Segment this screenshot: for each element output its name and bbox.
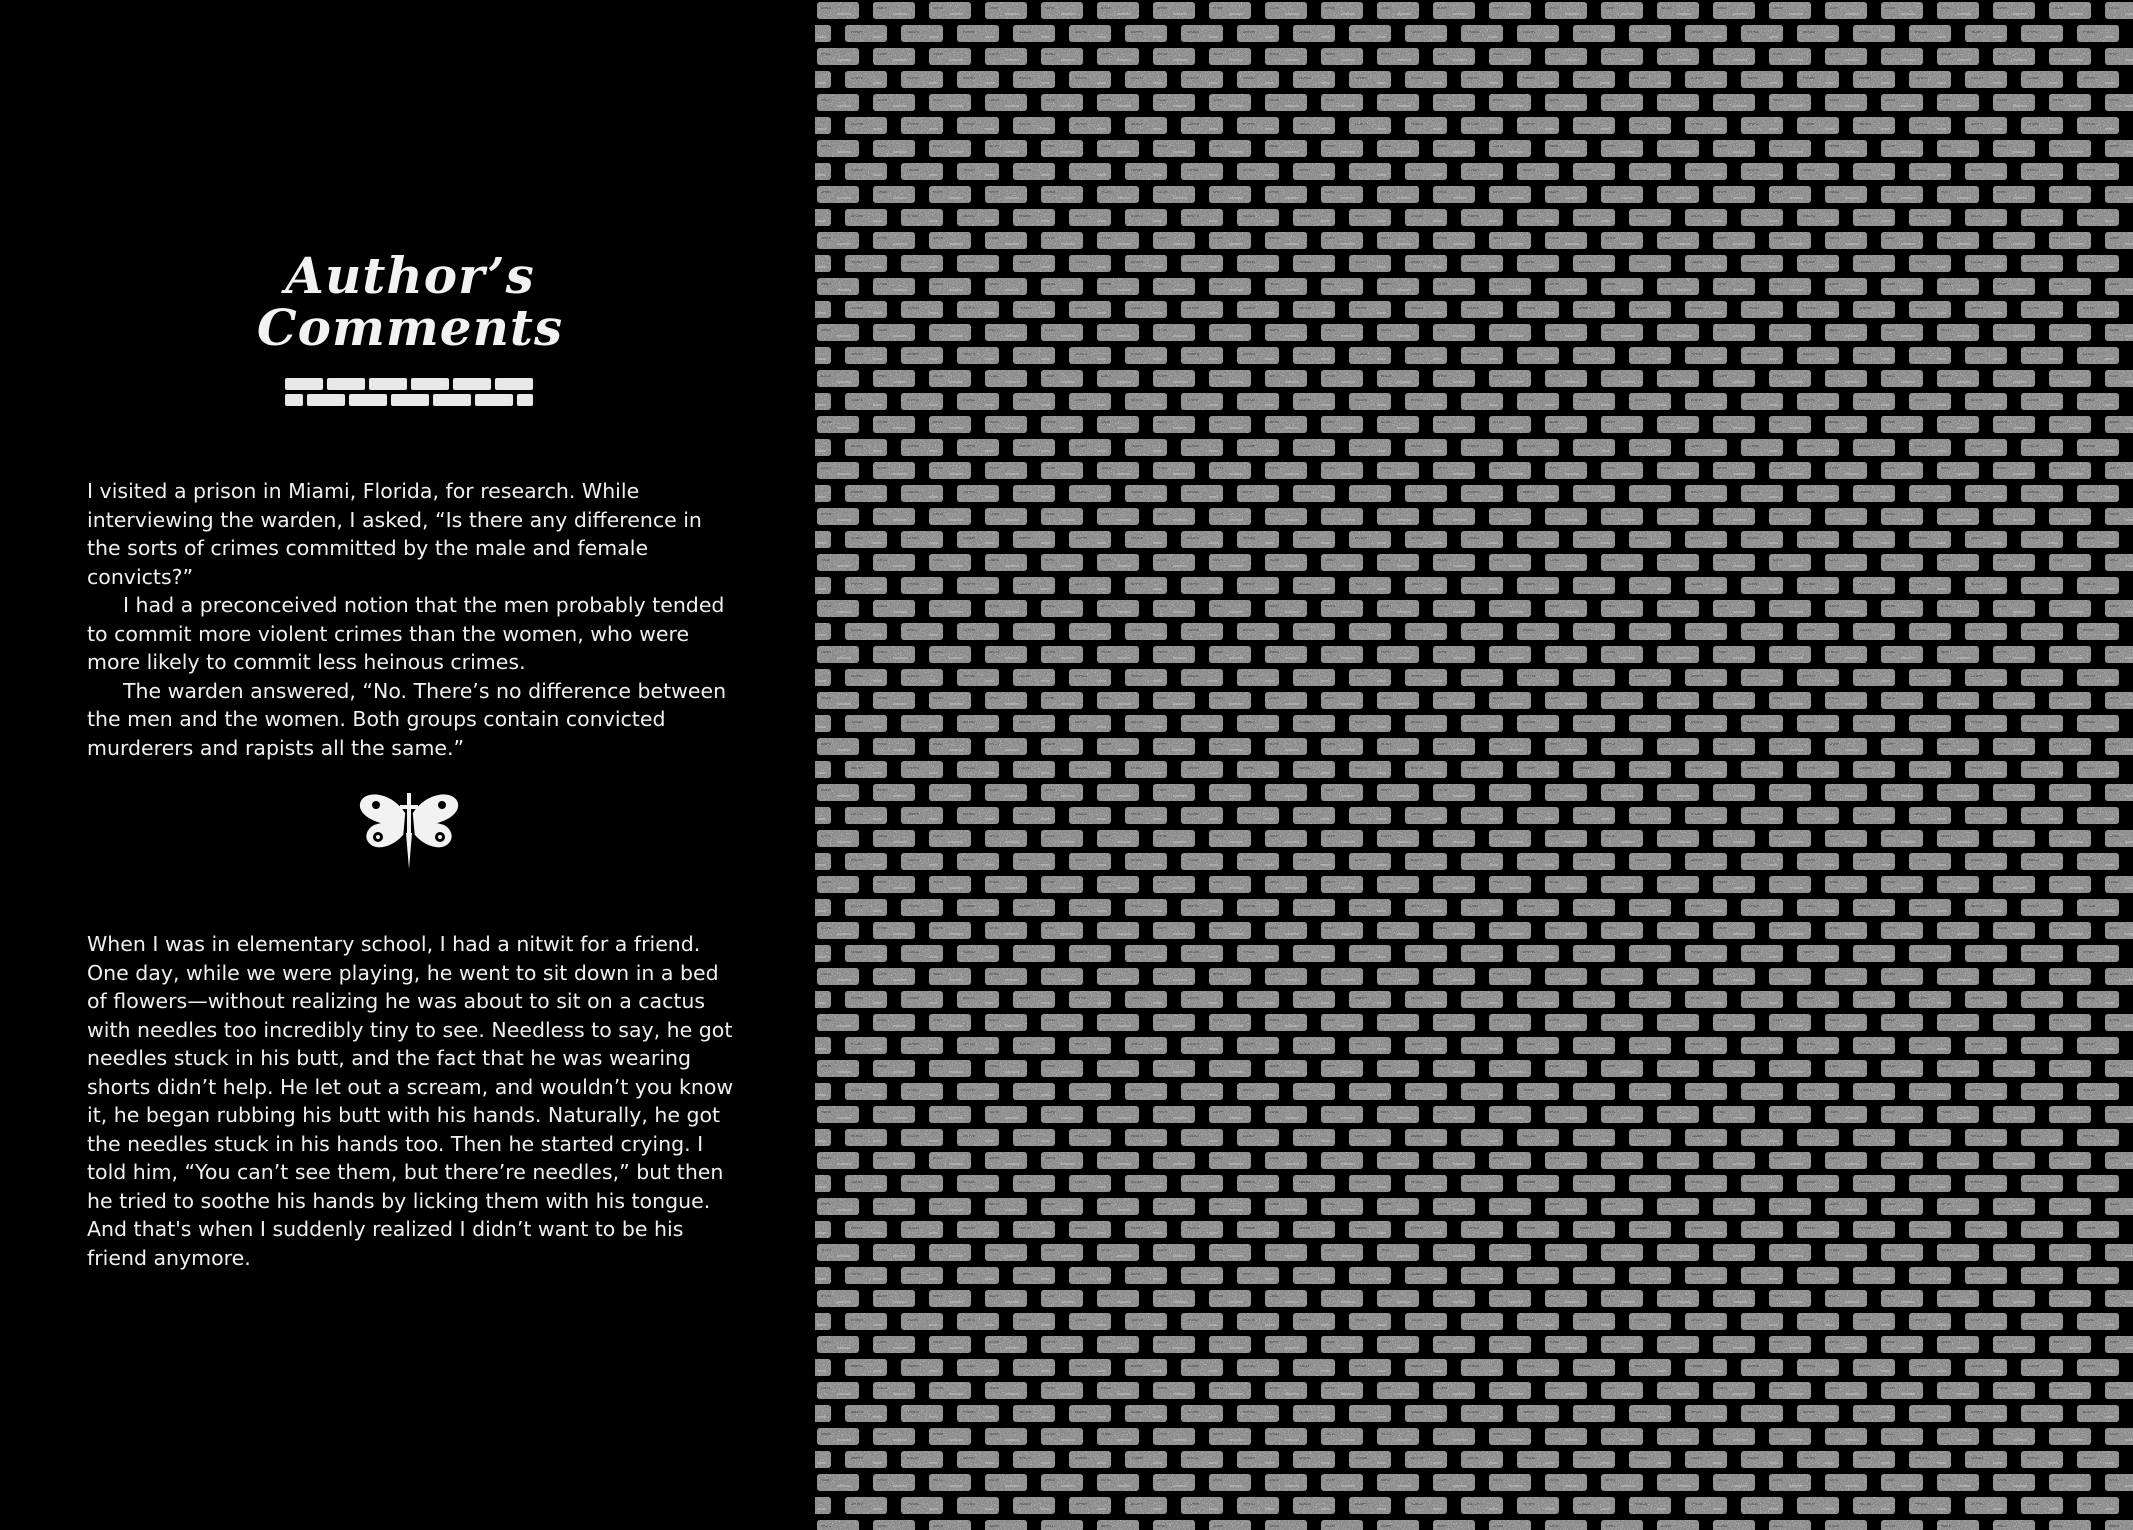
brick-row-icon — [285, 378, 533, 412]
page-title — [250, 246, 570, 357]
brick-wall-pattern — [815, 0, 2133, 1530]
paragraph: The warden answered, “No. There’s no difference between the men and the women. Both groups contain convicted murderers and rapists all the same.” — [87, 678, 727, 760]
butterfly-dagger-icon — [356, 785, 462, 875]
title-line-1: Author’s — [285, 246, 535, 305]
comment-section-2 — [87, 930, 737, 1272]
comment-section-1 — [87, 477, 737, 762]
paragraph: I visited a prison in Miami, Florida, for research. While interviewing the warden, I asked, “Is there any difference in the sorts of crimes committed by the male and female convicts?” — [87, 479, 702, 589]
left-page — [0, 0, 815, 1530]
brick-wall-svg — [815, 0, 2133, 1530]
paragraph: When I was in elementary school, I had a nitwit for a friend. One day, while we were playing, he went to sit down in a bed of flowers—without realizing he was about to sit on a cactus with needles too incredibly tiny to see. Needless to say, he got needles stuck in his butt, and the fact that he was wearing shorts didn’t help. He let out a scream, and wouldn’t you know it, he began rubbing his butt with his hands. Naturally, he got the needles stuck in his hands too. Then he started crying. I told him, “You can’t see them, but there’re needles,” but then he tried to soothe his hands by licking them with his tongue. And that's when I suddenly realized I didn’t want to be his friend anymore. — [87, 932, 734, 1270]
title-line-2: Comments — [256, 298, 564, 357]
paragraph: I had a preconceived notion that the men probably tended to commit more violent crimes than the women, who were more likely to commit less heinous crimes. — [87, 593, 725, 674]
